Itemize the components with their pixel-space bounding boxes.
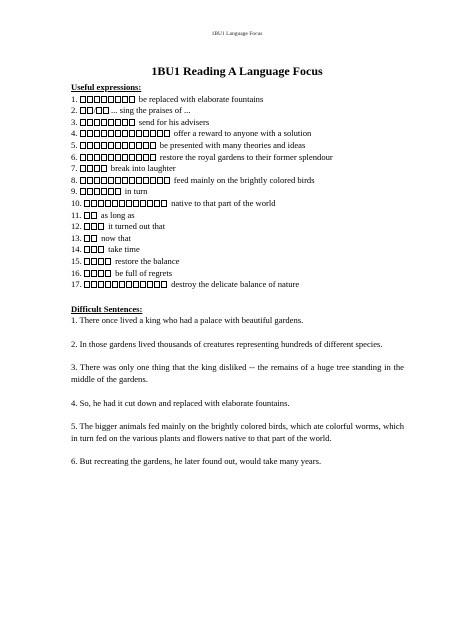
missing-glyph-box xyxy=(108,142,114,149)
missing-glyph-box xyxy=(98,223,104,230)
missing-glyph-box xyxy=(84,212,90,219)
expression-item xyxy=(71,198,404,210)
missing-glyph-box xyxy=(154,281,160,288)
missing-glyph-boxes xyxy=(84,233,98,243)
missing-glyph-box xyxy=(140,200,146,207)
missing-glyph-box xyxy=(122,142,128,149)
missing-glyph-box xyxy=(126,200,132,207)
document-body xyxy=(71,82,404,480)
missing-glyph-box xyxy=(115,119,121,126)
difficult-sentence: 2. In those gardens lived thousands of creatures representing hundreds of different species. xyxy=(71,338,383,349)
expression-english: break into laughter xyxy=(110,163,176,174)
missing-glyph-box xyxy=(122,130,128,137)
missing-glyph-boxes xyxy=(80,94,136,104)
missing-glyph-box xyxy=(157,130,163,137)
missing-glyph-boxes xyxy=(84,198,168,208)
missing-glyph-box xyxy=(122,177,128,184)
missing-glyph-box xyxy=(147,200,153,207)
missing-glyph-box xyxy=(129,130,135,137)
missing-glyph-box xyxy=(80,96,86,103)
missing-glyph-box xyxy=(119,281,125,288)
missing-glyph-box xyxy=(91,223,97,230)
expression-item xyxy=(71,140,404,152)
missing-glyph-box xyxy=(115,177,121,184)
expression-english: as long as xyxy=(100,209,135,220)
missing-glyph-box xyxy=(101,188,107,195)
missing-glyph-box xyxy=(150,177,156,184)
missing-glyph-box xyxy=(129,177,135,184)
difficult-sentence: 1. There once lived a king who had a palace with beautiful gardens. xyxy=(71,315,304,326)
missing-glyph-box xyxy=(91,235,97,242)
missing-glyph-box xyxy=(98,246,104,253)
missing-glyph-box xyxy=(80,177,86,184)
missing-glyph-boxes xyxy=(84,279,168,289)
missing-glyph-box xyxy=(91,246,97,253)
expression-item xyxy=(71,210,404,222)
missing-glyph-box xyxy=(98,200,104,207)
missing-glyph-box xyxy=(108,130,114,137)
missing-glyph-box xyxy=(84,235,90,242)
missing-glyph-box xyxy=(122,154,128,161)
missing-glyph-box xyxy=(94,165,100,172)
expression-english: native to that part of the world xyxy=(171,197,276,208)
missing-glyph-boxes xyxy=(80,175,171,185)
difficult-sentence: 5. The bigger animals fed mainly on the brightly colored birds, which ate colorful worms, which in turn fed on the various plants and flowers native to that part of the world. xyxy=(71,421,404,443)
missing-glyph-box xyxy=(94,154,100,161)
missing-glyph-box xyxy=(105,281,111,288)
missing-glyph-boxes xyxy=(80,163,108,173)
expression-number: 16. xyxy=(71,267,82,278)
expression-item xyxy=(71,128,404,140)
missing-glyph-box xyxy=(80,154,86,161)
missing-glyph-box xyxy=(84,281,90,288)
missing-glyph-box xyxy=(80,188,86,195)
expression-english: send for his advisers xyxy=(138,116,210,127)
running-header: 1BU1 Language Focus xyxy=(211,31,263,37)
missing-glyph-boxes xyxy=(80,105,110,115)
missing-glyph-box xyxy=(115,154,121,161)
expression-item xyxy=(71,221,404,233)
expression-number: 2. xyxy=(71,105,78,116)
expression-number: 8. xyxy=(71,174,78,185)
missing-glyph-box xyxy=(91,212,97,219)
missing-glyph-box xyxy=(87,188,93,195)
expression-number: 11. xyxy=(71,209,82,220)
missing-glyph-box xyxy=(87,107,93,114)
missing-glyph-box xyxy=(150,154,156,161)
missing-glyph-box xyxy=(161,281,167,288)
difficult-sentence: 3. There was only one thing that the king disliked -- the remains of a huge tree standing in the middle of the gardens. xyxy=(71,362,404,385)
missing-glyph-box xyxy=(105,258,111,265)
expression-item xyxy=(71,279,404,291)
expression-item xyxy=(71,117,404,129)
missing-glyph-box xyxy=(87,96,93,103)
missing-glyph-box xyxy=(98,258,104,265)
document-title: 1BU1 Reading A Language Focus xyxy=(151,64,323,78)
missing-glyph-box xyxy=(87,142,93,149)
expression-number: 10. xyxy=(71,197,82,208)
missing-glyph-box xyxy=(103,107,109,114)
missing-glyph-box xyxy=(91,281,97,288)
difficult-sentence: 4. So, he had it cut down and replaced with elaborate fountains. xyxy=(71,397,290,408)
missing-glyph-box xyxy=(80,142,86,149)
missing-glyph-box xyxy=(129,96,135,103)
useful-expressions-list xyxy=(71,94,404,291)
missing-glyph-box xyxy=(112,200,118,207)
expression-english: offer a reward to anyone with a solution xyxy=(173,128,312,139)
missing-glyph-box xyxy=(129,142,135,149)
difficult-sentences-heading: Difficult Sentences: xyxy=(71,303,143,314)
missing-glyph-box xyxy=(108,177,114,184)
useful-expressions-heading: Useful expressions: xyxy=(71,82,142,92)
missing-glyph-box xyxy=(136,130,142,137)
missing-glyph-box xyxy=(101,154,107,161)
missing-glyph-box xyxy=(84,258,90,265)
expression-english: take time xyxy=(108,244,140,255)
expression-number: 6. xyxy=(71,151,78,162)
missing-glyph-boxes xyxy=(84,268,112,278)
missing-glyph-boxes xyxy=(80,128,171,138)
expression-number: 13. xyxy=(71,232,82,243)
missing-glyph-box xyxy=(115,130,121,137)
missing-glyph-box xyxy=(122,119,128,126)
expression-number: 9. xyxy=(71,186,78,197)
section-spacer xyxy=(71,291,404,304)
expression-number: 7. xyxy=(71,163,78,174)
missing-glyph-box xyxy=(115,142,121,149)
missing-glyph-box xyxy=(105,270,111,277)
missing-glyph-box xyxy=(94,142,100,149)
missing-glyph-box xyxy=(143,177,149,184)
missing-glyph-box xyxy=(80,130,86,137)
missing-glyph-box xyxy=(94,96,100,103)
missing-glyph-box xyxy=(94,130,100,137)
missing-glyph-box xyxy=(112,281,118,288)
missing-glyph-box xyxy=(84,270,90,277)
missing-glyph-box xyxy=(143,142,149,149)
missing-glyph-box xyxy=(101,130,107,137)
missing-glyph-box xyxy=(133,281,139,288)
expression-english: in turn xyxy=(124,186,148,197)
missing-glyph-box xyxy=(129,119,135,126)
missing-glyph-box xyxy=(126,281,132,288)
difficult-sentence: 6. But recreating the gardens, he later found out, would take many years. xyxy=(71,456,322,467)
missing-glyph-box xyxy=(84,223,90,230)
missing-glyph-boxes xyxy=(84,210,98,220)
expression-english: restore the royal gardens to their former splendour xyxy=(159,151,333,162)
expression-item xyxy=(71,186,404,198)
expression-item xyxy=(71,256,404,268)
missing-glyph-box xyxy=(164,130,170,137)
missing-glyph-boxes xyxy=(84,221,105,231)
missing-glyph-box xyxy=(119,200,125,207)
expression-english: be presented with many theories and ideas xyxy=(159,139,306,150)
missing-glyph-box xyxy=(115,96,121,103)
expression-number: 1. xyxy=(71,93,78,104)
missing-glyph-box xyxy=(164,177,170,184)
missing-glyph-boxes xyxy=(80,186,122,196)
missing-glyph-box xyxy=(108,119,114,126)
expression-separator: / xyxy=(93,105,96,116)
missing-glyph-box xyxy=(136,142,142,149)
expression-number: 3. xyxy=(71,116,78,127)
missing-glyph-boxes xyxy=(80,117,136,127)
missing-glyph-box xyxy=(101,177,107,184)
missing-glyph-box xyxy=(147,281,153,288)
expression-number: 4. xyxy=(71,128,78,139)
expression-number: 14. xyxy=(71,244,82,255)
expression-item xyxy=(71,94,404,106)
missing-glyph-box xyxy=(101,96,107,103)
missing-glyph-boxes xyxy=(84,244,105,254)
missing-glyph-box xyxy=(87,165,93,172)
missing-glyph-box xyxy=(101,165,107,172)
missing-glyph-box xyxy=(80,165,86,172)
missing-glyph-box xyxy=(101,119,107,126)
missing-glyph-box xyxy=(84,246,90,253)
missing-glyph-box xyxy=(98,270,104,277)
missing-glyph-box xyxy=(98,281,104,288)
missing-glyph-box xyxy=(105,200,111,207)
expression-number: 5. xyxy=(71,139,78,150)
missing-glyph-box xyxy=(157,177,163,184)
missing-glyph-box xyxy=(87,154,93,161)
missing-glyph-box xyxy=(87,177,93,184)
expression-item xyxy=(71,105,404,117)
missing-glyph-box xyxy=(94,188,100,195)
expression-number: 12. xyxy=(71,221,82,232)
missing-glyph-box xyxy=(94,119,100,126)
expression-english: it turned out that xyxy=(108,221,166,232)
missing-glyph-box xyxy=(84,200,90,207)
expression-english: now that xyxy=(101,232,131,243)
missing-glyph-box xyxy=(87,130,93,137)
missing-glyph-box xyxy=(80,107,86,114)
expression-item xyxy=(71,175,404,187)
expression-number: 17. xyxy=(71,279,82,290)
missing-glyph-box xyxy=(91,200,97,207)
missing-glyph-boxes xyxy=(80,152,157,162)
missing-glyph-boxes xyxy=(84,256,112,266)
missing-glyph-box xyxy=(129,154,135,161)
missing-glyph-boxes xyxy=(80,140,157,150)
expression-item xyxy=(71,163,404,175)
missing-glyph-box xyxy=(143,154,149,161)
expression-english: ... sing the praises of ... xyxy=(111,105,191,116)
difficult-sentences-list xyxy=(71,315,404,468)
expression-number: 15. xyxy=(71,255,82,266)
expression-english: be full of regrets xyxy=(115,267,173,278)
missing-glyph-box xyxy=(150,130,156,137)
missing-glyph-box xyxy=(143,130,149,137)
missing-glyph-box xyxy=(94,177,100,184)
expression-english: feed mainly on the brightly colored birds xyxy=(173,174,315,185)
missing-glyph-box xyxy=(108,154,114,161)
missing-glyph-box xyxy=(91,258,97,265)
missing-glyph-box xyxy=(91,270,97,277)
missing-glyph-box xyxy=(101,142,107,149)
expression-item xyxy=(71,233,404,245)
missing-glyph-box xyxy=(161,200,167,207)
missing-glyph-box xyxy=(136,154,142,161)
missing-glyph-box xyxy=(140,281,146,288)
expression-english: destroy the delicate balance of nature xyxy=(171,279,300,290)
expression-english: restore the balance xyxy=(115,255,180,266)
missing-glyph-box xyxy=(93,105,102,116)
missing-glyph-box xyxy=(154,200,160,207)
missing-glyph-box xyxy=(115,188,121,195)
expression-english: be replaced with elaborate fountains xyxy=(138,93,264,104)
missing-glyph-box xyxy=(122,96,128,103)
missing-glyph-box xyxy=(133,200,139,207)
missing-glyph-box xyxy=(136,177,142,184)
missing-glyph-box xyxy=(150,142,156,149)
expression-item xyxy=(71,268,404,280)
missing-glyph-box xyxy=(108,96,114,103)
expression-item xyxy=(71,152,404,164)
missing-glyph-box xyxy=(80,119,86,126)
expression-item xyxy=(71,244,404,256)
missing-glyph-box xyxy=(108,188,114,195)
missing-glyph-box xyxy=(87,119,93,126)
